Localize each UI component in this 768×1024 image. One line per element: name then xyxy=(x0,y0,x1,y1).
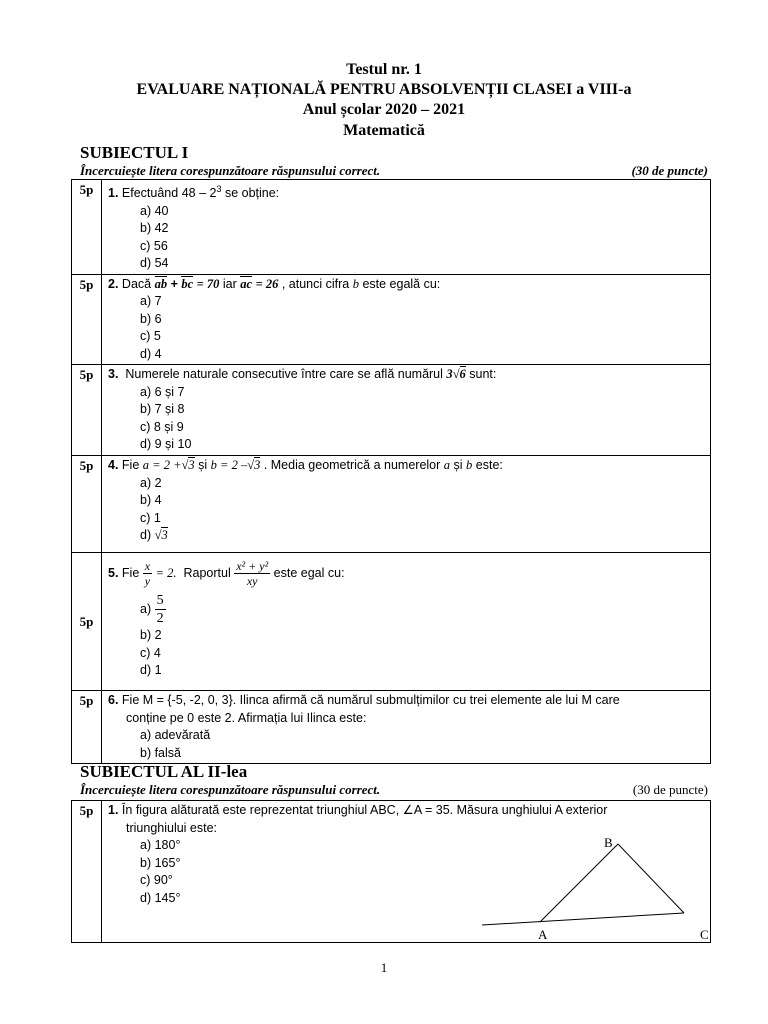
option-c[interactable]: c) 8 și 9 xyxy=(140,419,184,434)
question-row: 5p 5. Fie $\frac{x}{y}$ = 2. Raportul $\frac{\text{x² + y²}}{xy}$ este egal cu: a) $\frac{5}{2}$ b) 2 c) 4 d) 1 xyxy=(72,553,711,691)
subject1-instruction: Încercuiește litera corespunzătoare răspunsului correct. (30 de puncte) xyxy=(80,163,708,178)
option-a[interactable]: a) $\frac{5}{2}$ xyxy=(140,593,164,627)
option-a[interactable]: a) adevărată xyxy=(140,728,211,743)
option-c[interactable]: c) 1 xyxy=(140,510,161,525)
subject2-points: (30 de puncte) xyxy=(632,782,708,797)
question-row: 5p 1. Efectuând $48 - 2^3$ se obține: a) 40 b) 42 c) 56 d) 54 xyxy=(72,180,711,275)
option-a[interactable]: a) 40 xyxy=(140,203,169,218)
side-bc xyxy=(618,844,684,913)
option-b[interactable]: b) 4 xyxy=(140,493,162,508)
option-a[interactable]: a) 7 xyxy=(140,294,162,309)
option-d[interactable]: d) 9 și 10 xyxy=(140,437,192,452)
subject1-table xyxy=(71,179,711,764)
option-b[interactable]: b) 165° xyxy=(140,855,181,870)
label-c: C xyxy=(700,927,709,942)
question-row: 5p 2. Dacă ab + bc = 70 iar ac = 26 , atunci cifra b este egală cu: a) 7 b) 6 c) 5 d) 4 xyxy=(72,274,711,365)
side-ab xyxy=(540,844,618,922)
option-c[interactable]: c) 5 xyxy=(140,329,161,344)
option-c[interactable]: c) 4 xyxy=(140,645,161,660)
page-number: 1 xyxy=(380,960,388,975)
option-d[interactable]: d) 4 xyxy=(140,346,162,361)
option-d[interactable]: d) √3 xyxy=(140,528,168,543)
option-b[interactable]: b) falsă xyxy=(140,745,181,760)
triangle-figure xyxy=(472,831,712,943)
subject1-title: SUBIECTUL I xyxy=(80,143,189,162)
option-d[interactable]: d) 54 xyxy=(140,256,169,271)
option-a[interactable]: a) 6 și 7 xyxy=(140,384,185,399)
label-b: B xyxy=(604,835,613,850)
school-year: Anul școlar 2020 – 2021 xyxy=(302,101,466,118)
option-b[interactable]: b) 6 xyxy=(140,311,162,326)
option-b[interactable]: b) 2 xyxy=(140,628,162,643)
option-a[interactable]: a) 2 xyxy=(140,475,162,490)
exam-title: EVALUARE NAȚIONALĂ PENTRU ABSOLVENȚII CLASEI a VIII-a xyxy=(136,81,632,98)
question-row: 5p 4. Fie a = 2 +√3 și b = 2 –√3 . Media geometrică a numerelor a și b este: a) 2 b) 4 c) 1 d) √3 xyxy=(72,456,711,553)
subject2-title: SUBIECTUL AL II-lea xyxy=(80,762,248,781)
subject2-table xyxy=(71,800,711,943)
subject1-points: (30 de puncte) xyxy=(631,163,708,178)
option-b[interactable]: b) 42 xyxy=(140,221,169,236)
option-b[interactable]: b) 7 și 8 xyxy=(140,402,185,417)
test-number: Testul nr. 1 xyxy=(346,61,422,78)
label-a: A xyxy=(538,927,548,942)
option-c[interactable]: c) 56 xyxy=(140,238,168,253)
option-d[interactable]: d) 1 xyxy=(140,663,162,678)
option-c[interactable]: c) 90° xyxy=(140,873,173,887)
subject2-instruction: Încercuiește litera corespunzătoare răspunsului correct. (30 de puncte) xyxy=(80,782,708,797)
option-a[interactable]: a) 180° xyxy=(140,838,181,852)
exterior-line xyxy=(482,913,684,925)
subject-name: Matematică xyxy=(343,122,425,139)
question-row: 5p 6. Fie M = {-5, -2, 0, 3}. Ilinca afirmă că numărul submulțimilor cu trei elemente ale lui M care conține pe 0 este 2. Afirmația lui Ilinca este: a) adevărată b) falsă xyxy=(72,691,711,764)
question-row: 5p 1. În figura alăturată este reprezentat triunghiul ABC, ∠A = 35. Măsura unghiului A exterior triunghiului este: a) 180° b) 165° c) 90° d) 145° B A C xyxy=(72,801,711,943)
question-row: 5p 3. Numerele naturale consecutive între care se află numărul 3√6 sunt: a) 6 și 7 b) 7 și 8 c) 8 și 9 d) 9 și 10 xyxy=(72,365,711,456)
option-d[interactable]: d) 145° xyxy=(140,890,181,905)
